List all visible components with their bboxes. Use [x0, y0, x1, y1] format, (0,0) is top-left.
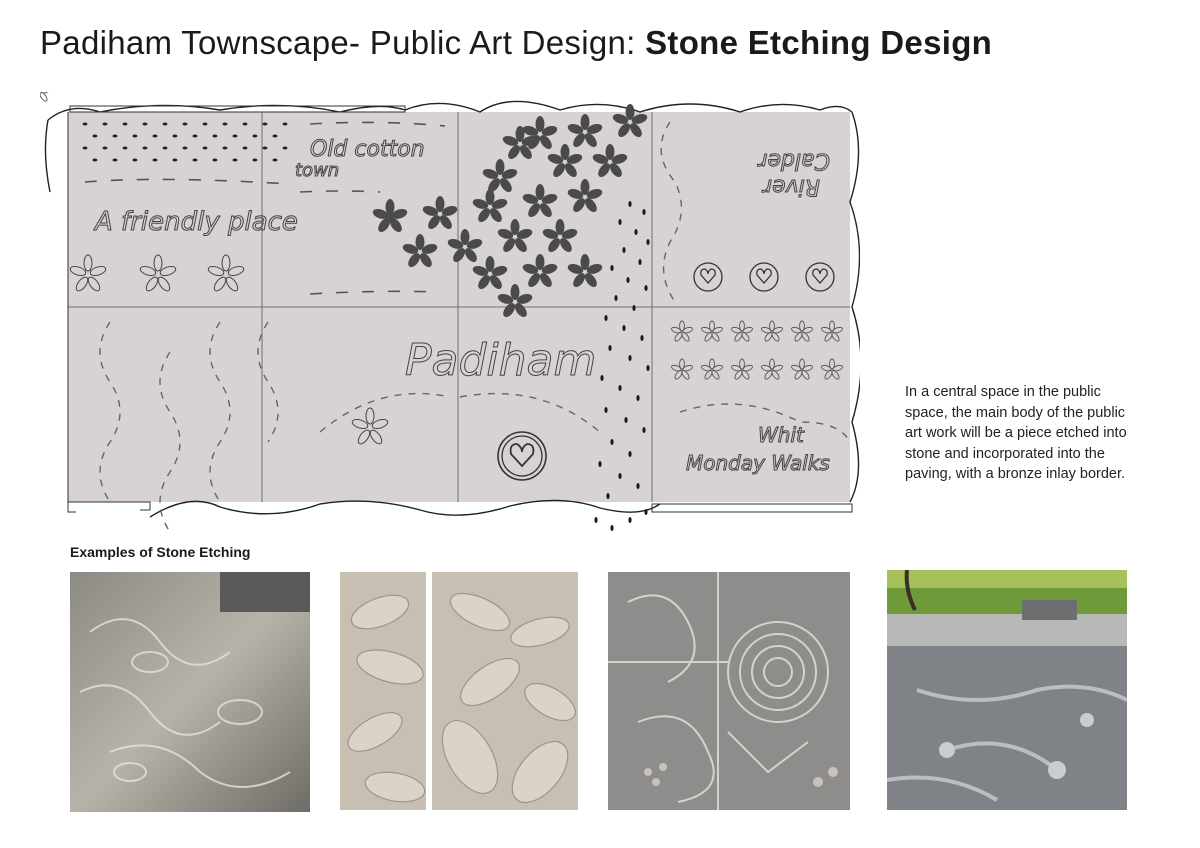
floral-etched-stone-photo [70, 572, 310, 812]
whit-text-2: Monday Walks [686, 451, 830, 475]
river-text-2: Calder [758, 148, 830, 173]
description-text: In a central space in the public space, the main body of the public art work will be a piece etched into stone and incorporated into the paving, with a bronze inlay border. [905, 384, 1127, 482]
padiham-text: Padiham [405, 335, 597, 386]
design-drawing [40, 92, 860, 542]
friendly-text: A friendly place [95, 207, 298, 237]
stone-etching-design [40, 92, 860, 547]
examples-heading: Examples of Stone Etching [70, 544, 251, 560]
whit-text-1: Whit [758, 423, 804, 447]
river-text-1: River [763, 174, 820, 199]
page-title [40, 24, 992, 62]
cotton-text-1: Old cotton [310, 137, 425, 162]
park-plaza-photo [887, 570, 1127, 810]
cotton-text-2: town [295, 160, 340, 181]
ornate-tile-photo [608, 572, 850, 810]
title-prefix: Padiham Townscape- Public Art Design: [40, 24, 646, 61]
leaf-paving-photo [340, 572, 578, 810]
title-emphasis: Stone Etching Design [645, 24, 993, 61]
small-flower-grid [40, 92, 51, 102]
